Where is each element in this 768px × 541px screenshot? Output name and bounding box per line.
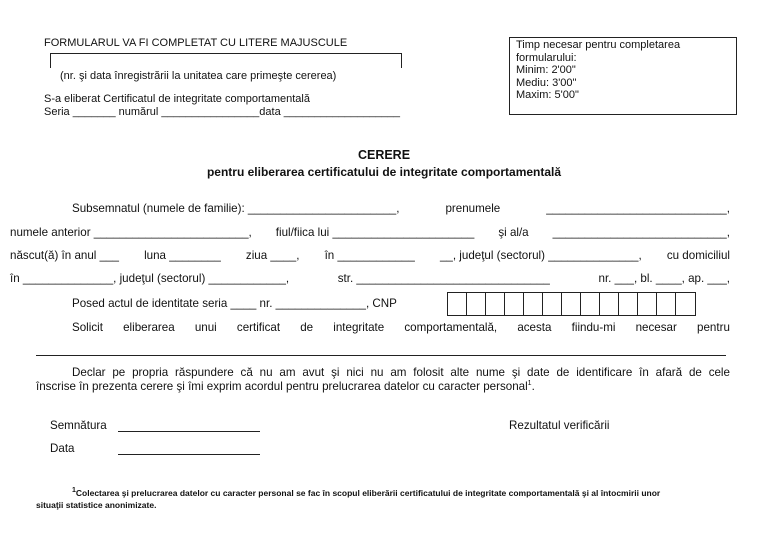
declaration-word: identificare bbox=[576, 366, 633, 379]
mother-name-field[interactable]: ___________________________, bbox=[552, 226, 730, 239]
request-word: comportamentală, bbox=[404, 321, 498, 334]
request-word: de bbox=[300, 321, 314, 334]
declaration-word: avut bbox=[302, 366, 325, 379]
footnote-ref: 1 bbox=[527, 380, 532, 388]
row-address bbox=[10, 272, 730, 285]
declaration-word: nume bbox=[475, 366, 505, 379]
request-word: integritate bbox=[333, 321, 385, 334]
declaration-word: am bbox=[390, 366, 407, 379]
cnp-digit-box[interactable] bbox=[505, 293, 524, 315]
declaration-word: şi bbox=[511, 366, 521, 379]
request-word: necesar bbox=[635, 321, 677, 334]
declaration-line1 bbox=[72, 366, 730, 379]
request-word: fiindu-mi bbox=[571, 321, 616, 334]
time-box-line1: Timp necesar pentru completarea bbox=[516, 39, 681, 51]
request-line bbox=[72, 321, 730, 334]
building-field[interactable]: nr. ___, bl. ____, ap. ___, bbox=[598, 272, 730, 285]
time-box-line2: formularului: bbox=[516, 51, 577, 64]
row-previous-name bbox=[10, 226, 730, 239]
declaration-word: nu bbox=[259, 366, 273, 379]
form-title: CERERE bbox=[357, 148, 411, 162]
form-subtitle: pentru eliberarea certificatului de integritate comportamentală bbox=[206, 165, 562, 179]
row-surname bbox=[72, 202, 730, 215]
cnp-digit-box[interactable] bbox=[676, 293, 695, 315]
declaration-word: alte bbox=[450, 366, 470, 379]
birth-place-field[interactable]: în ____________ bbox=[324, 249, 415, 262]
cnp-digit-box[interactable] bbox=[619, 293, 638, 315]
series-line: Seria _______ numărul ________________data ___________________ bbox=[44, 106, 400, 118]
request-word: eliberarea bbox=[123, 321, 175, 334]
declaration-word: şi bbox=[331, 366, 340, 379]
declaration-word: de bbox=[556, 366, 570, 379]
declaration-word: răspundere bbox=[175, 366, 234, 379]
declaration-word: în bbox=[639, 366, 649, 379]
declaration-line2: înscrise în prezenta cerere şi îmi exprim acordul pentru prelucrarea datelor cu caracter personal$^1$. bbox=[36, 380, 535, 393]
cnp-boxes[interactable] bbox=[447, 292, 696, 316]
cnp-digit-box[interactable] bbox=[657, 293, 676, 315]
surname-field[interactable]: Subsemnatul (numele de familie): _______________________, bbox=[72, 202, 400, 215]
declaration-word: date bbox=[527, 366, 550, 379]
street-field[interactable]: str. ______________________________ bbox=[337, 272, 550, 285]
birth-month-field[interactable]: luna ________ bbox=[144, 249, 221, 262]
date-field[interactable] bbox=[118, 454, 260, 455]
declaration-word: cele bbox=[708, 366, 730, 379]
declaration-word: afară bbox=[655, 366, 683, 379]
birth-county-field[interactable]: __, judeţul (sectorul) ______________, bbox=[439, 249, 642, 262]
domicile-label: cu domiciliul bbox=[666, 249, 730, 262]
cnp-digit-box[interactable] bbox=[600, 293, 619, 315]
completion-time-box bbox=[509, 37, 737, 115]
declaration-word: nici bbox=[346, 366, 364, 379]
registration-box bbox=[50, 53, 402, 68]
row-birth bbox=[10, 249, 730, 262]
footnote-mark: 1 bbox=[72, 487, 76, 494]
issued-line: S-a eliberat Certificatul de integritate comportamentală bbox=[44, 93, 310, 105]
declaration-word: Declar bbox=[72, 366, 106, 379]
signature-label: Semnătura bbox=[50, 419, 107, 432]
declaration-word: propria bbox=[132, 366, 169, 379]
mother-label: şi al/a bbox=[498, 226, 529, 239]
request-word: pentru bbox=[697, 321, 730, 334]
date-label: Data bbox=[50, 442, 75, 455]
request-word: certificat bbox=[236, 321, 281, 334]
declaration-text: înscrise în prezenta cerere şi îmi exprim acordul pentru prelucrarea datelor cu caracter personal bbox=[36, 380, 528, 393]
cnp-digit-box[interactable] bbox=[467, 293, 486, 315]
declaration-word: nu bbox=[370, 366, 384, 379]
declaration-word: folosit bbox=[413, 366, 444, 379]
address-city-field[interactable]: în ______________, judeţul (sectorul) ____________, bbox=[10, 272, 290, 285]
cnp-digit-box[interactable] bbox=[543, 293, 562, 315]
cnp-digit-box[interactable] bbox=[562, 293, 581, 315]
verification-result-label: Rezultatul verificării bbox=[509, 419, 610, 432]
request-word: Solicit bbox=[72, 321, 103, 334]
birth-day-field[interactable]: ziua ____, bbox=[245, 249, 300, 262]
time-min: Minim: 2'00" bbox=[516, 64, 576, 76]
caps-notice: FORMULARUL VA FI COMPLETAT CU LITERE MAJUSCULE bbox=[44, 37, 348, 49]
purpose-field-line[interactable] bbox=[36, 355, 726, 356]
cnp-digit-box[interactable] bbox=[524, 293, 543, 315]
cnp-digit-box[interactable] bbox=[486, 293, 505, 315]
footnote-text: Colectarea şi prelucrarea datelor cu caracter personal se fac în scopul eliberării certificatului de integritate comportamentală şi al întocmirii unor bbox=[75, 487, 661, 498]
footnote-line1 bbox=[72, 487, 660, 498]
cnp-digit-box[interactable] bbox=[581, 293, 600, 315]
firstname-label: prenumele bbox=[445, 202, 501, 215]
father-name-field[interactable]: fiul/fiica lui ______________________ bbox=[275, 226, 475, 239]
footnote-line2: situaţii statistice anonimizate. bbox=[36, 500, 157, 510]
time-max: Maxim: 5'00" bbox=[516, 89, 579, 101]
declaration-word: de bbox=[688, 366, 702, 379]
declaration-word: am bbox=[279, 366, 296, 379]
declaration-word: pe bbox=[112, 366, 126, 379]
request-word: acesta bbox=[517, 321, 552, 334]
signature-field[interactable] bbox=[118, 431, 260, 432]
id-document-line: Posed actul de identitate seria ____ nr. ______________, CNP bbox=[72, 297, 397, 310]
previous-name-field[interactable]: numele anterior ________________________, bbox=[10, 226, 252, 239]
time-med: Mediu: 3'00" bbox=[516, 76, 577, 89]
birth-year-field[interactable]: născut(ă) în anul ___ bbox=[10, 249, 119, 262]
firstname-field[interactable]: ____________________________, bbox=[546, 202, 730, 215]
registration-note: (nr. şi data înregistrării la unitatea care primeşte cererea) bbox=[60, 70, 337, 82]
declaration-word: că bbox=[240, 366, 253, 379]
cnp-digit-box[interactable] bbox=[448, 293, 467, 315]
cnp-digit-box[interactable] bbox=[638, 293, 657, 315]
request-word: unui bbox=[194, 321, 217, 334]
